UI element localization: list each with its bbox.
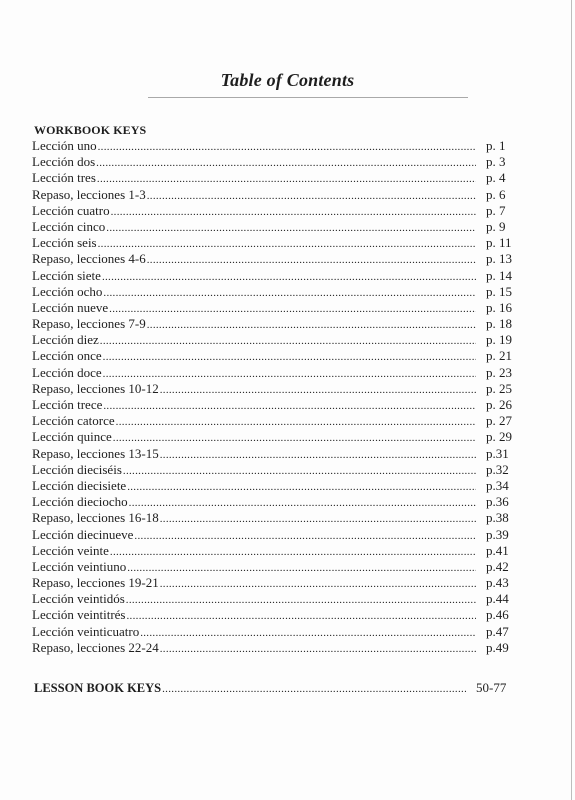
toc-entry[interactable] bbox=[32, 575, 532, 591]
toc-entry-page: p. 19 bbox=[486, 332, 512, 348]
toc-entry[interactable] bbox=[32, 543, 532, 559]
toc-entry-page: p.46 bbox=[486, 607, 509, 623]
dot-leader bbox=[110, 544, 476, 560]
toc-entry-page: p.47 bbox=[486, 623, 509, 639]
toc-entry[interactable] bbox=[32, 413, 532, 429]
dot-leader bbox=[147, 188, 476, 204]
toc-entry-label: Repaso, lecciones 13-15 bbox=[32, 445, 159, 461]
toc-entry-page: p.32 bbox=[486, 461, 509, 477]
toc-entry-page: p. 25 bbox=[486, 380, 512, 396]
dot-leader bbox=[160, 576, 476, 592]
toc-entry-label: Lección tres bbox=[32, 170, 96, 186]
toc-entry-label: Lección veintidós bbox=[32, 591, 125, 607]
toc-entry-lesson-book-keys[interactable] bbox=[34, 680, 532, 696]
page-edge bbox=[571, 0, 572, 800]
dot-leader bbox=[97, 171, 476, 187]
dot-leader bbox=[109, 301, 476, 317]
toc-entry-label: Lección veinte bbox=[32, 542, 109, 558]
toc-entry[interactable] bbox=[32, 494, 532, 510]
toc-entry-page: p. 18 bbox=[486, 316, 512, 332]
toc-entry[interactable] bbox=[32, 624, 532, 640]
toc-entry[interactable] bbox=[32, 640, 532, 656]
dot-leader bbox=[98, 236, 476, 252]
toc-entry[interactable] bbox=[32, 462, 532, 478]
toc-entry-label: Lección siete bbox=[32, 267, 101, 283]
dot-leader bbox=[127, 608, 477, 624]
toc-entry[interactable] bbox=[32, 219, 532, 235]
toc-entry-label: Lección diecinueve bbox=[32, 526, 134, 542]
toc-entry-label: Lección nueve bbox=[32, 299, 109, 315]
toc-entry[interactable] bbox=[32, 251, 532, 267]
toc-entry-page: 50-77 bbox=[476, 680, 507, 695]
toc-entry[interactable] bbox=[32, 365, 532, 381]
toc-entry-label: Lección dieciocho bbox=[32, 494, 128, 510]
toc-entry-page: p. 15 bbox=[486, 283, 512, 299]
toc-entry[interactable] bbox=[32, 187, 532, 203]
toc-entry-page: p. 27 bbox=[486, 413, 512, 429]
dot-leader bbox=[147, 252, 476, 268]
toc-entry-page: p. 4 bbox=[486, 170, 506, 186]
toc-entry-page: p.38 bbox=[486, 510, 509, 526]
toc-entry-label: Lección diecisiete bbox=[32, 477, 127, 493]
dot-leader bbox=[160, 447, 476, 463]
toc-entry-page: p. 16 bbox=[486, 299, 512, 315]
toc-entry[interactable] bbox=[32, 446, 532, 462]
toc-entry-label: Repaso, lecciones 1-3 bbox=[32, 186, 146, 202]
toc-entry[interactable] bbox=[32, 348, 532, 364]
toc-entry-label: Repaso, lecciones 22-24 bbox=[32, 639, 159, 655]
toc-entry-label: Repaso, lecciones 10-12 bbox=[32, 380, 159, 396]
title-underline bbox=[148, 97, 468, 98]
toc-entry[interactable] bbox=[32, 268, 532, 284]
toc-entry-page: p. 7 bbox=[486, 202, 506, 218]
toc-entry-page: p.31 bbox=[486, 445, 509, 461]
toc-entry-label: Lección ocho bbox=[32, 283, 103, 299]
toc-entry-page: p.49 bbox=[486, 639, 509, 655]
dot-leader bbox=[103, 366, 476, 382]
toc-entry-page: p. 3 bbox=[486, 154, 506, 170]
toc-entry[interactable] bbox=[32, 284, 532, 300]
toc-entry-page: p. 11 bbox=[486, 235, 512, 251]
toc-entry[interactable] bbox=[32, 527, 532, 543]
toc-entry-label: Lección veintitrés bbox=[32, 607, 126, 623]
toc-entry-page: p. 13 bbox=[486, 251, 512, 267]
toc-entry[interactable] bbox=[32, 381, 532, 397]
dot-leader bbox=[147, 317, 476, 333]
toc-entry-page: p.42 bbox=[486, 558, 509, 574]
toc-entry-page: p. 26 bbox=[486, 397, 512, 412]
toc-entry-page: p.36 bbox=[486, 494, 509, 510]
dot-leader bbox=[100, 333, 476, 349]
dot-leader bbox=[111, 204, 476, 220]
toc-entry-label: Lección trece bbox=[32, 397, 103, 412]
dot-leader bbox=[127, 479, 476, 495]
toc-entry-label: Lección once bbox=[32, 348, 102, 364]
toc-entry[interactable] bbox=[32, 203, 532, 219]
dot-leader bbox=[126, 592, 476, 608]
toc-entry[interactable] bbox=[32, 429, 532, 445]
toc-entry-page: p. 14 bbox=[486, 267, 512, 283]
toc-entry-label: Lección cinco bbox=[32, 218, 106, 234]
toc-entry[interactable] bbox=[32, 591, 532, 607]
dot-leader bbox=[103, 349, 476, 365]
toc-entry-label: Lección doce bbox=[32, 364, 102, 380]
toc-entry-label: LESSON BOOK KEYS bbox=[34, 681, 162, 695]
toc-entry[interactable] bbox=[32, 138, 532, 154]
toc-entry[interactable] bbox=[32, 235, 532, 251]
toc-entry-label: Lección cuatro bbox=[32, 202, 110, 218]
toc-entry-page: p.41 bbox=[486, 542, 509, 558]
toc-entry-label: Lección dieciséis bbox=[32, 461, 122, 477]
dot-leader bbox=[134, 528, 476, 544]
dot-leader bbox=[129, 495, 476, 511]
toc-entry-label: Lección dos bbox=[32, 154, 96, 170]
toc-entry[interactable] bbox=[32, 607, 532, 623]
toc-entry-label: Repaso, lecciones 7-9 bbox=[32, 316, 146, 332]
toc-entry-label: Repaso, lecciones 4-6 bbox=[32, 251, 146, 267]
toc-entry-page: p.43 bbox=[486, 575, 509, 591]
workbook-keys-heading: WORKBOOK KEYS bbox=[34, 123, 147, 137]
dot-leader bbox=[98, 139, 476, 155]
toc-entry[interactable] bbox=[32, 510, 532, 526]
dot-leader bbox=[113, 430, 476, 446]
dot-leader bbox=[127, 560, 476, 576]
toc-entry[interactable] bbox=[32, 300, 532, 316]
toc-entry-page: p. 1 bbox=[486, 138, 506, 153]
toc-entry[interactable] bbox=[32, 154, 532, 170]
dot-leader bbox=[160, 641, 476, 657]
toc-entry-label: Lección quince bbox=[32, 429, 112, 445]
toc-entry[interactable] bbox=[32, 478, 532, 494]
page-title: Table of Contents bbox=[220, 70, 355, 90]
toc-entry-page: p. 29 bbox=[486, 429, 512, 445]
toc-entry-page: p. 9 bbox=[486, 218, 506, 234]
toc-entry-page: p. 21 bbox=[486, 348, 512, 364]
toc-list bbox=[32, 138, 532, 656]
dot-leader bbox=[96, 155, 476, 171]
toc-entry-page: p. 6 bbox=[486, 186, 506, 202]
toc-entry[interactable] bbox=[32, 170, 532, 186]
dot-leader bbox=[106, 220, 476, 236]
toc-entry-label: Lección diez bbox=[32, 332, 99, 348]
toc-entry-label: Lección veinticuatro bbox=[32, 623, 140, 639]
toc-entry-page: p. 23 bbox=[486, 364, 512, 380]
toc-entry-label: Repaso, lecciones 19-21 bbox=[32, 575, 159, 591]
toc-entry-label: Lección uno bbox=[32, 138, 97, 153]
toc-entry[interactable] bbox=[32, 316, 532, 332]
toc-entry-label: Repaso, lecciones 16-18 bbox=[32, 510, 159, 526]
dot-leader bbox=[116, 414, 476, 430]
dot-leader bbox=[103, 398, 476, 414]
toc-entry-label: Lección seis bbox=[32, 235, 97, 251]
toc-entry[interactable] bbox=[32, 559, 532, 575]
toc-entry-page: p.44 bbox=[486, 591, 509, 607]
dot-leader bbox=[162, 683, 466, 695]
dot-leader bbox=[160, 511, 476, 527]
dot-leader bbox=[123, 463, 476, 479]
dot-leader bbox=[102, 269, 476, 285]
toc-entry-page: p.39 bbox=[486, 526, 509, 542]
toc-entry-page: p.34 bbox=[486, 477, 509, 493]
toc-entry[interactable] bbox=[32, 397, 532, 413]
toc-entry-label: Lección veintiuno bbox=[32, 558, 127, 574]
dot-leader bbox=[140, 625, 476, 641]
toc-entry-label: Lección catorce bbox=[32, 413, 115, 429]
dot-leader bbox=[160, 382, 476, 398]
toc-entry[interactable] bbox=[32, 332, 532, 348]
dot-leader bbox=[103, 285, 476, 301]
